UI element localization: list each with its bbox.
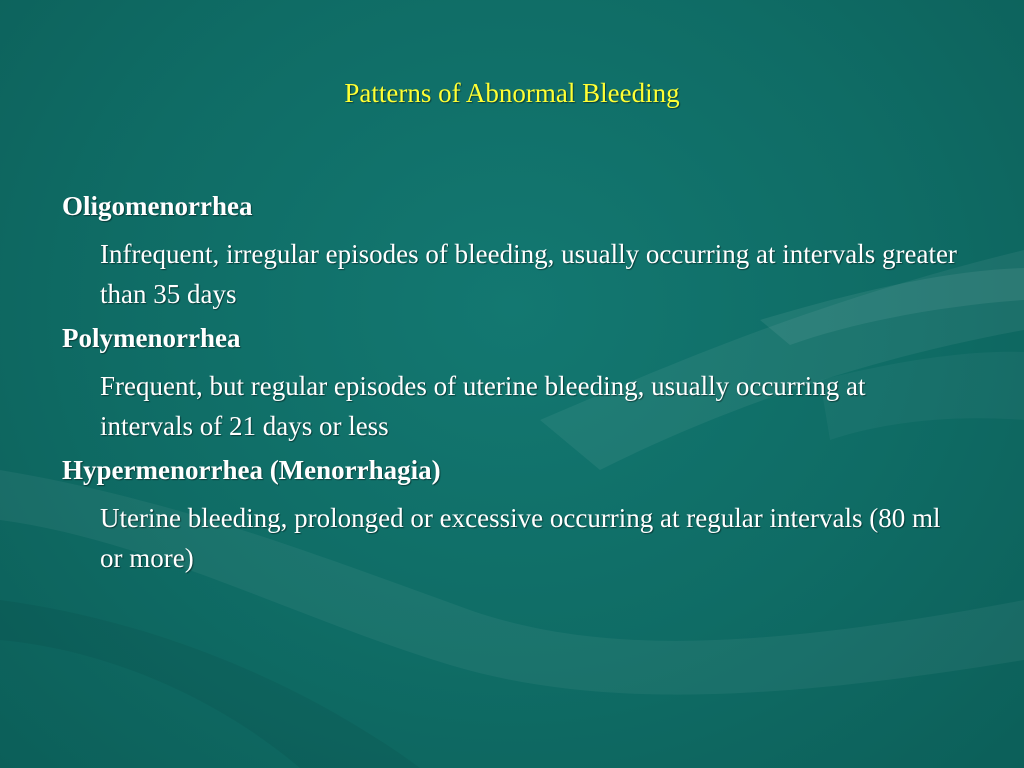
term-polymenorrhea: Polymenorrhea xyxy=(62,323,241,353)
definition-oligomenorrhea: Infrequent, irregular episodes of bleeding, usually occurring at intervals greater than 35 days xyxy=(100,239,957,309)
slide-title: Patterns of Abnormal Bleeding xyxy=(344,78,680,108)
definition-list xyxy=(62,186,962,582)
term-oligomenorrhea: Oligomenorrhea xyxy=(62,191,253,221)
definition-polymenorrhea: Frequent, but regular episodes of uterine bleeding, usually occurring at intervals of 21 days or less xyxy=(100,371,866,441)
term-hypermenorrhea: Hypermenorrhea (Menorrhagia) xyxy=(62,455,441,485)
definition-hypermenorrhea: Uterine bleeding, prolonged or excessive occurring at regular intervals (80 ml or more) xyxy=(100,503,941,573)
